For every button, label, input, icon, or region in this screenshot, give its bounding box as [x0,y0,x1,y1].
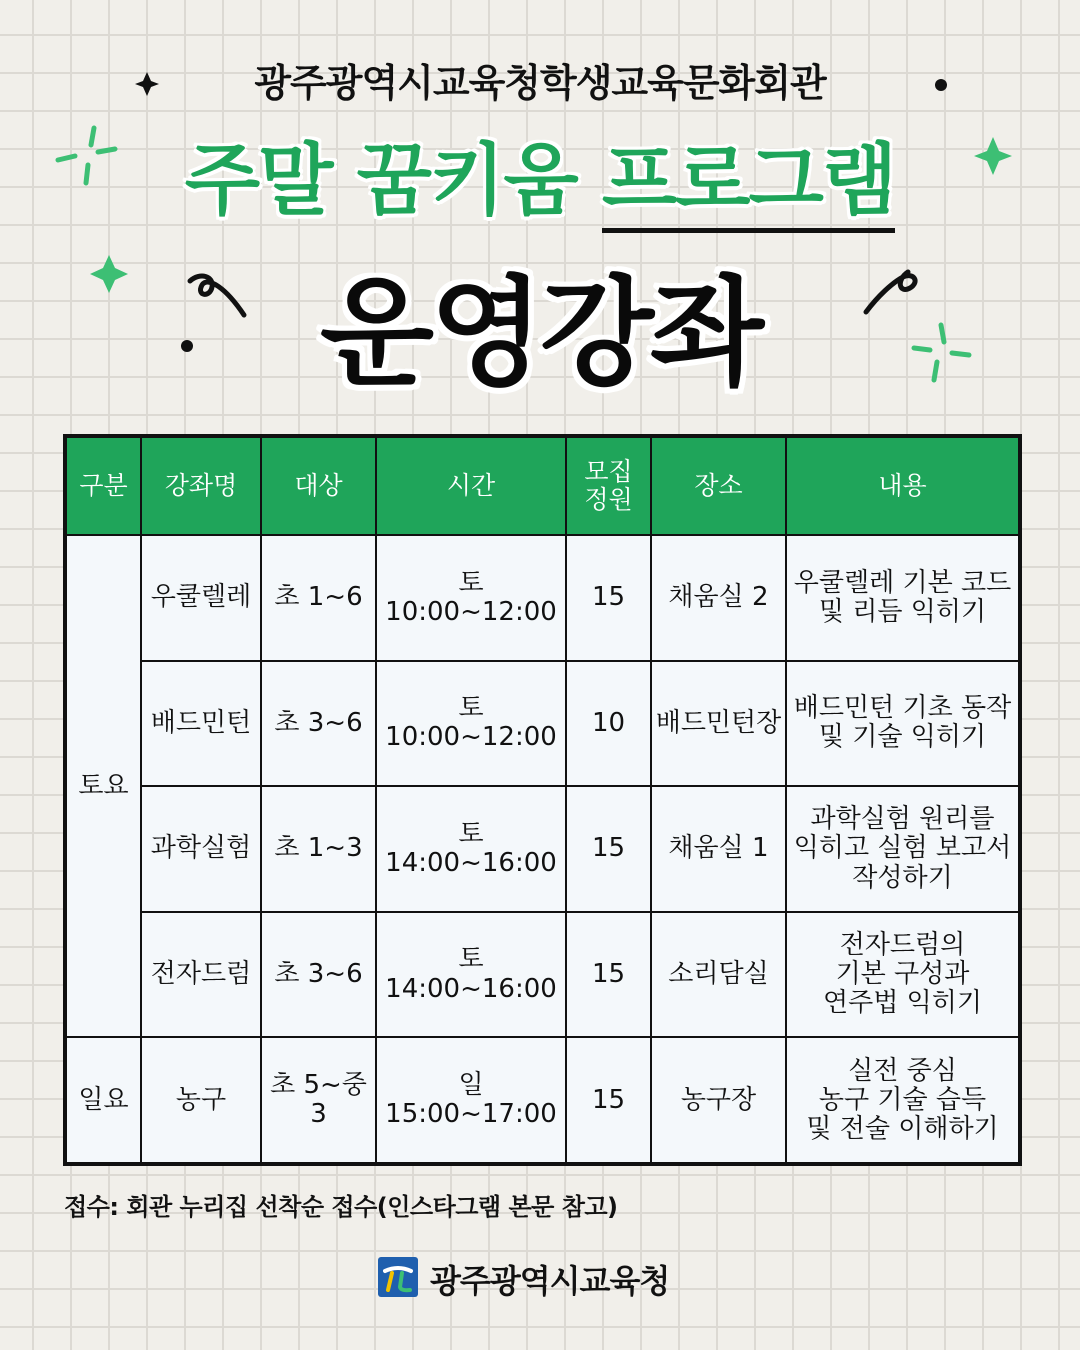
time-cell [376,535,566,661]
time-cell [376,786,566,912]
content-line: 익히고 실험 보고서 [793,833,1012,864]
place-cell: 채움실 1 [651,786,786,912]
hours-label: 15:00~17:00 [385,1099,557,1130]
course-cell: 전자드럼 [141,912,261,1038]
day-label: 토 [458,693,484,724]
place-cell: 채움실 2 [651,535,786,661]
table-row [65,786,1020,912]
gwangju-education-logo-icon [378,1257,418,1297]
content-line: 전자드럼의 [839,929,966,960]
content-line: 농구 기술 습득 [818,1084,987,1115]
capacity-cell: 15 [566,786,651,912]
registration-note: 접수: 회관 누리집 선착순 접수(인스타그램 본문 참고) [64,1193,618,1221]
program-title-part1: 주말 꿈키움 [184,136,602,226]
content-line: 및 리듬 익히기 [818,596,987,627]
content-cell [786,786,1020,912]
content-line: 작성하기 [852,862,953,893]
table-row [65,535,1020,661]
capacity-cell: 15 [566,912,651,1038]
hours-label: 14:00~16:00 [385,973,557,1004]
schedule-table [63,434,1022,1166]
capacity-cell: 15 [566,1037,651,1164]
time-cell [376,912,566,1038]
header-course: 강좌명 [141,436,261,535]
header-target: 대상 [261,436,376,535]
day-label: 토 [458,818,484,849]
day-label: 토 [458,944,484,975]
content-line: 과학실험 원리를 [810,804,995,835]
page-title: 운영강좌 [320,264,760,402]
table-row [65,912,1020,1038]
time-cell [376,661,566,787]
header-place: 장소 [651,436,786,535]
place-cell: 배드민턴장 [651,661,786,787]
content-line: 연주법 익히기 [823,988,982,1019]
table-row [65,661,1020,787]
day-label: 일 [458,1070,484,1101]
target-cell: 초 1~6 [261,535,376,661]
group-cell-saturday: 토요 [65,535,141,1037]
target-cell: 초 1~3 [261,786,376,912]
content-line: 및 기술 익히기 [818,722,987,753]
hours-label: 10:00~12:00 [385,722,557,753]
day-label: 토 [458,567,484,598]
capacity-cell: 15 [566,535,651,661]
content-line: 우쿨렐레 기본 코드 [793,567,1012,598]
table-row [65,1037,1020,1164]
footer-organization-name: 광주광역시교육청 [430,1262,670,1300]
target-cell: 초 5~중3 [261,1037,376,1164]
course-cell: 농구 [141,1037,261,1164]
header-division: 구분 [65,436,141,535]
group-cell-sunday: 일요 [65,1037,141,1164]
header-capacity-line2: 정원 [584,485,633,514]
content-line: 실전 중심 [848,1055,957,1086]
header-content: 내용 [786,436,1020,535]
target-cell: 초 3~6 [261,661,376,787]
course-cell: 과학실험 [141,786,261,912]
place-cell: 농구장 [651,1037,786,1164]
content-line: 배드민턴 기초 동작 [793,693,1012,724]
header-time: 시간 [376,436,566,535]
content-line: 기본 구성과 [835,959,970,990]
program-title [0,118,1080,230]
content-cell [786,1037,1020,1164]
time-cell [376,1037,566,1164]
course-cell: 배드민턴 [141,661,261,787]
content-cell [786,912,1020,1038]
header-capacity-line1: 모집 [584,457,633,486]
content-cell [786,661,1020,787]
table-header-row [65,436,1020,535]
hours-label: 10:00~12:00 [385,596,557,627]
course-cell: 우쿨렐레 [141,535,261,661]
capacity-cell: 10 [566,661,651,787]
content-cell [786,535,1020,661]
content-line: 및 전술 이해하기 [806,1113,999,1144]
program-title-part2: 프로그램 [602,136,895,233]
target-cell: 초 3~6 [261,912,376,1038]
organization-name: 광주광역시교육청학생교육문화회관 [254,61,826,105]
hours-label: 14:00~16:00 [385,847,557,878]
header-capacity [566,436,651,535]
place-cell: 소리담실 [651,912,786,1038]
